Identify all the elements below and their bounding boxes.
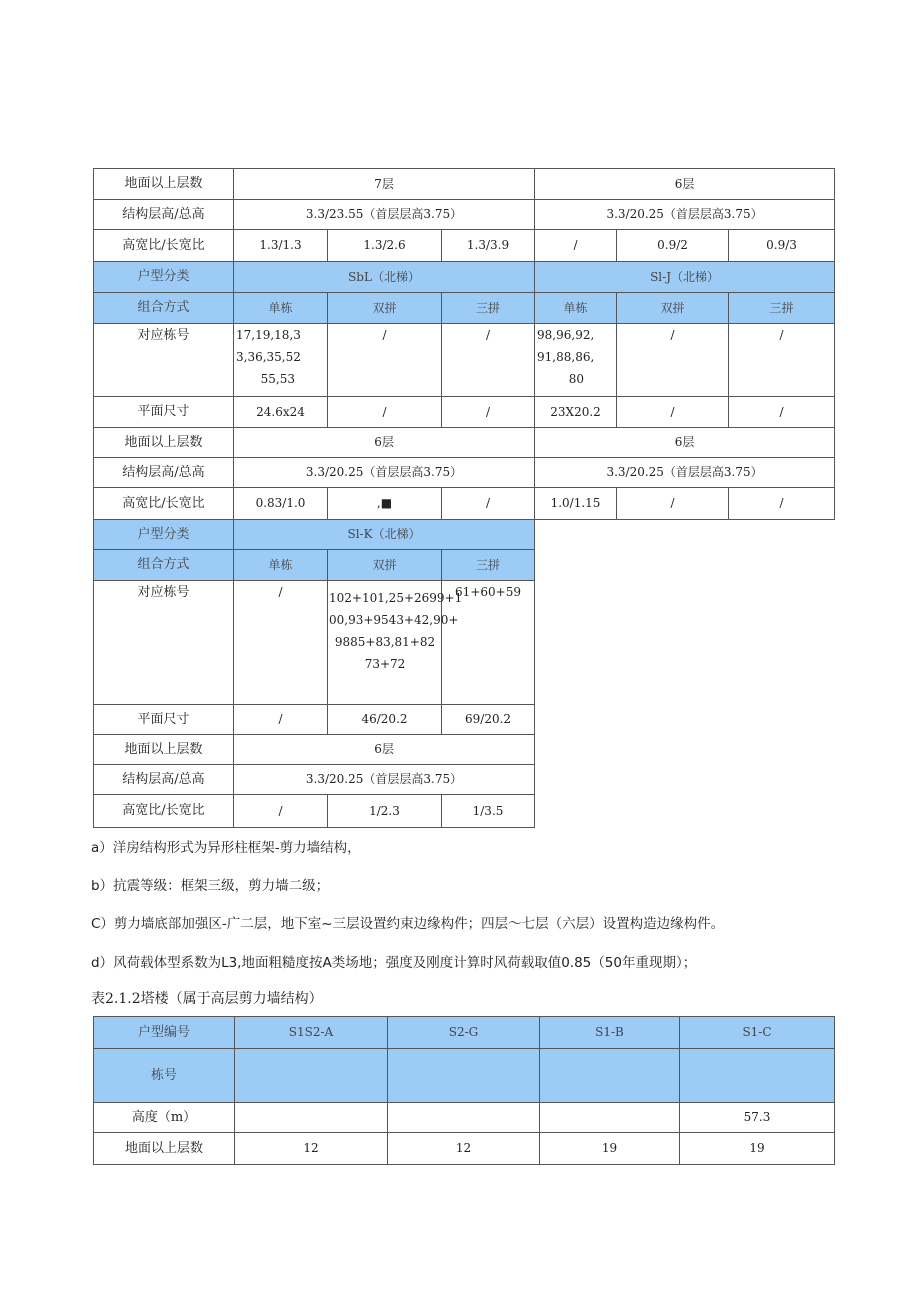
table-cell: 46/20.2 xyxy=(328,705,442,735)
cell-line: 55,53 xyxy=(260,372,295,386)
table-cell: Sl-K（北梯） xyxy=(234,520,535,550)
building-table xyxy=(93,168,835,828)
table-cell: 19 xyxy=(540,1133,680,1165)
table-row xyxy=(94,1017,835,1049)
table-cell: 单栋 xyxy=(234,550,328,581)
empty-area xyxy=(535,550,835,581)
row-label: 高度（m） xyxy=(94,1103,235,1133)
table-cell: S1-C xyxy=(680,1017,835,1049)
table-row xyxy=(94,705,835,735)
row-label: 高宽比/长宽比 xyxy=(94,230,234,262)
table-row xyxy=(94,169,835,200)
note-b: b）抗震等级：框架三级，剪力墙二级； xyxy=(91,878,330,894)
table-cell xyxy=(235,1049,388,1103)
row-label: 高宽比/长宽比 xyxy=(94,488,234,520)
table-cell: 61+60+59 xyxy=(442,581,535,705)
row-label: 结构层高/总高 xyxy=(94,200,234,230)
table-cell: / xyxy=(234,581,328,705)
table-cell: 1.0/1.15 xyxy=(535,488,617,520)
empty-area xyxy=(535,581,835,705)
table-cell: / xyxy=(328,397,442,428)
empty-area xyxy=(535,765,835,795)
note-d: d）风荷载体型系数为L3,地面粗糙度按A类场地；强度及刚度计算时风荷载取值0.85（50年重现期）； xyxy=(91,955,697,971)
table-cell: 69/20.2 xyxy=(442,705,535,735)
row-label: 户型编号 xyxy=(94,1017,235,1049)
table-row xyxy=(94,428,835,458)
table-row xyxy=(94,1049,835,1103)
row-label: 户型分类 xyxy=(94,520,234,550)
table-cell xyxy=(235,1103,388,1133)
table-cell: SbL（北梯） xyxy=(234,262,535,293)
cell-line: 102+101,25+2699+1 xyxy=(329,591,463,605)
row-label: 户型分类 xyxy=(94,262,234,293)
table-row xyxy=(94,1103,835,1133)
table-cell: 57.3 xyxy=(680,1103,835,1133)
table-cell: / xyxy=(729,488,835,520)
table-row xyxy=(94,324,835,397)
empty-area xyxy=(535,705,835,735)
cell-line: 80 xyxy=(568,372,585,386)
table-cell: 12 xyxy=(388,1133,540,1165)
row-label: 地面以上层数 xyxy=(94,1133,235,1165)
table-row xyxy=(94,488,835,520)
cell-line: 91,88,86, xyxy=(537,350,595,364)
table-caption: 表2.1.2塔楼（属于高层剪力墙结构） xyxy=(91,991,323,1007)
row-label: 结构层高/总高 xyxy=(94,458,234,488)
table-cell: 单栋 xyxy=(234,293,328,324)
table-cell: 1.3/1.3 xyxy=(234,230,328,262)
table-cell: / xyxy=(617,324,729,397)
cell-line: 98,96,92, xyxy=(537,328,595,342)
table-cell: 三拼 xyxy=(729,293,835,324)
cell-line: 73+72 xyxy=(364,657,406,671)
table-cell: / xyxy=(328,324,442,397)
cell-line: 3,36,35,52 xyxy=(236,350,301,364)
table-cell: / xyxy=(617,488,729,520)
table-cell xyxy=(388,1103,540,1133)
table-cell: 三拼 xyxy=(442,293,535,324)
tower-table xyxy=(93,1016,835,1165)
table-cell xyxy=(535,324,617,397)
empty-area xyxy=(535,795,835,828)
table-cell: 1.3/2.6 xyxy=(328,230,442,262)
table-row xyxy=(94,458,835,488)
empty-area xyxy=(535,520,835,550)
table-row xyxy=(94,230,835,262)
table-row xyxy=(94,262,835,293)
table-row xyxy=(94,520,835,550)
table-row xyxy=(94,581,835,705)
table-cell: 19 xyxy=(680,1133,835,1165)
row-label: 组合方式 xyxy=(94,550,234,581)
table-cell: 三拼 xyxy=(442,550,535,581)
table-cell: 24.6x24 xyxy=(234,397,328,428)
table-cell xyxy=(540,1103,680,1133)
table-cell: / xyxy=(729,397,835,428)
row-label: 对应栋号 xyxy=(94,324,234,397)
table-cell xyxy=(234,324,328,397)
row-label: 组合方式 xyxy=(94,293,234,324)
table-cell: 双拼 xyxy=(328,550,442,581)
table-row xyxy=(94,200,835,230)
table-cell: 3.3/20.25（首层层高3.75） xyxy=(535,200,835,230)
table-cell: 0.9/3 xyxy=(729,230,835,262)
table-cell: 3.3/20.25（首层层高3.75） xyxy=(234,458,535,488)
table-cell: 3.3/20.25（首层层高3.75） xyxy=(234,765,535,795)
table-cell xyxy=(540,1049,680,1103)
table-cell: / xyxy=(442,397,535,428)
table-cell: 3.3/20.25（首层层高3.75） xyxy=(535,458,835,488)
row-label: 地面以上层数 xyxy=(94,169,234,200)
table-cell: 23X20.2 xyxy=(535,397,617,428)
table-cell: 6层 xyxy=(234,428,535,458)
table-row xyxy=(94,795,835,828)
table-cell: / xyxy=(442,488,535,520)
cell-line: 17,19,18,3 xyxy=(236,328,301,342)
table-cell: 1.3/3.9 xyxy=(442,230,535,262)
table-row xyxy=(94,550,835,581)
table-cell: 单栋 xyxy=(535,293,617,324)
table-cell: / xyxy=(617,397,729,428)
table-cell: / xyxy=(535,230,617,262)
table-row xyxy=(94,1133,835,1165)
table-cell: / xyxy=(234,795,328,828)
table-cell: S1S2-A xyxy=(235,1017,388,1049)
table-cell: / xyxy=(442,324,535,397)
table-cell: 12 xyxy=(235,1133,388,1165)
row-label: 栋号 xyxy=(94,1049,235,1103)
row-label: 对应栋号 xyxy=(94,581,234,705)
table-row xyxy=(94,397,835,428)
table-cell: 6层 xyxy=(234,735,535,765)
note-c: C）剪力墙底部加强区-广二层，地下室~三层设置约束边缘构件；四层～七层（六层）设置构造边缘构件。 xyxy=(91,916,725,932)
table-cell: 双拼 xyxy=(617,293,729,324)
table-cell: 6层 xyxy=(535,169,835,200)
row-label: 高宽比/长宽比 xyxy=(94,795,234,828)
table-cell: S2-G xyxy=(388,1017,540,1049)
table-cell: / xyxy=(729,324,835,397)
table-cell xyxy=(680,1049,835,1103)
table-cell: 6层 xyxy=(535,428,835,458)
table-row xyxy=(94,735,835,765)
table-cell: 1/3.5 xyxy=(442,795,535,828)
table-cell xyxy=(328,581,463,705)
table-cell: 0.9/2 xyxy=(617,230,729,262)
row-label: 结构层高/总高 xyxy=(94,765,234,795)
table-cell: 1/2.3 xyxy=(328,795,442,828)
cell-line: 9885+83,81+82 xyxy=(334,635,436,649)
table-cell: Sl-J（北梯） xyxy=(535,262,835,293)
table-cell xyxy=(388,1049,540,1103)
table-cell: 0.83/1.0 xyxy=(234,488,328,520)
table-row xyxy=(94,293,835,324)
table-cell: 7层 xyxy=(234,169,535,200)
row-label: 地面以上层数 xyxy=(94,428,234,458)
empty-area xyxy=(535,735,835,765)
table-cell: 3.3/23.55（首层层高3.75） xyxy=(234,200,535,230)
table-cell: 双拼 xyxy=(328,293,442,324)
note-a: a）洋房结构形式为异形柱框架-剪力墙结构， xyxy=(91,840,361,856)
table-cell: ,■ xyxy=(328,488,442,520)
row-label: 地面以上层数 xyxy=(94,735,234,765)
row-label: 平面尺寸 xyxy=(94,397,234,428)
table-row xyxy=(94,765,835,795)
row-label: 平面尺寸 xyxy=(94,705,234,735)
table-cell: S1-B xyxy=(540,1017,680,1049)
cell-line: 00,93+9543+42,90+ xyxy=(329,613,459,627)
table-cell: / xyxy=(234,705,328,735)
